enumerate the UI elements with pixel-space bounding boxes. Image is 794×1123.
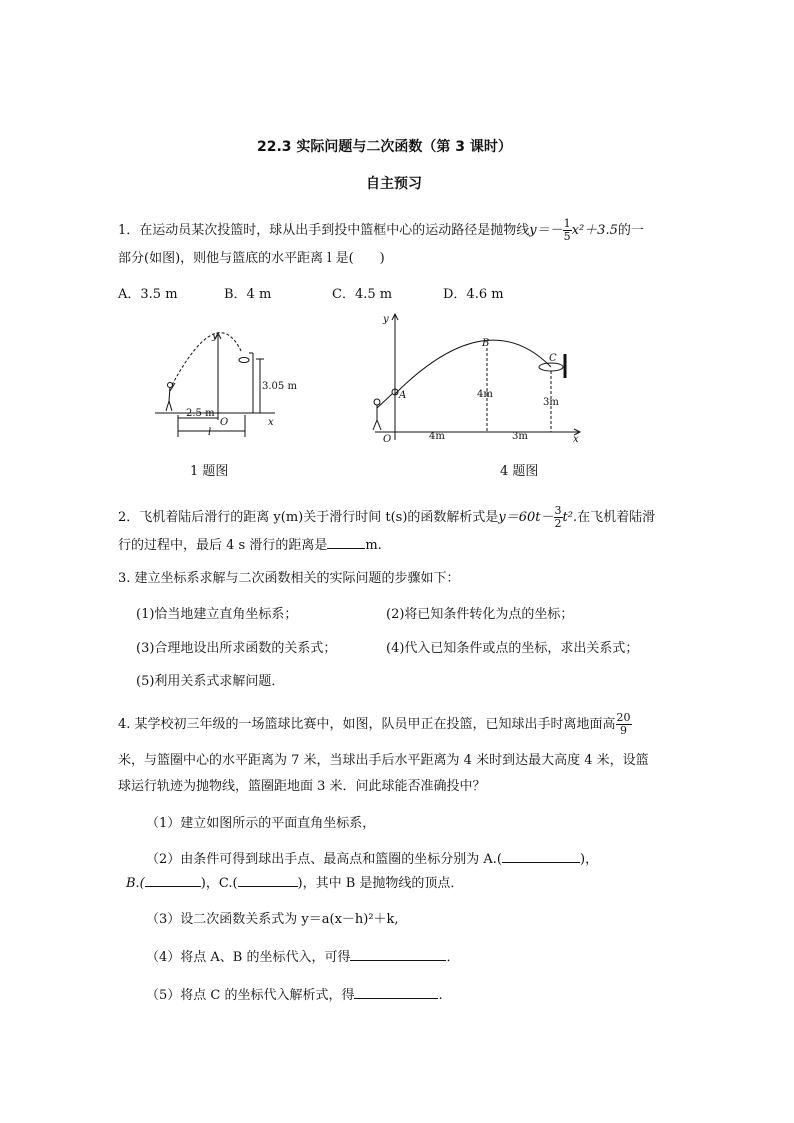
fig1-parabola (172, 333, 242, 385)
fig1-label-y: y (212, 331, 218, 342)
fig4-label-c: C (549, 353, 557, 364)
fig1-label-dist: 2.5 m (186, 408, 215, 419)
fig4-parabola (395, 340, 551, 394)
figure-4 (355, 308, 590, 448)
q4-line2: 米，与篮圈中心的水平距离为 7 米，当球出手后水平距离为 4 米时到达最大高度 4 米，设篮 (118, 753, 649, 768)
q4-line1-text: 4. 某学校初三年级的一场篮球比赛中，如图，队员甲正在投篮，已知球出手时离地面高 (118, 717, 616, 732)
fig1-label-height: 3.05 m (262, 381, 297, 392)
q3-step-2: (2)将已知条件转化为点的坐标； (386, 607, 574, 622)
q1-option-a: A．3.5 m (118, 287, 178, 302)
q2-frac-den: 2 (554, 517, 562, 530)
figure-1 (150, 325, 297, 440)
fig4-player-head (374, 399, 380, 405)
fig1-player-head (168, 383, 173, 388)
q1-option-b: B．4 m (224, 287, 272, 302)
point-c-label: )，C.( (200, 876, 238, 891)
point-a-blank[interactable] (502, 850, 580, 863)
q4-step-4-end: ． (446, 950, 460, 965)
page-title: 22.3 实际问题与二次函数（第 3 课时） (257, 139, 512, 155)
q3-step-4: (4)代入已知条件或点的坐标，求出关系式； (386, 641, 639, 656)
q1-eq-suffix: x²＋3.5 (571, 223, 618, 238)
q3-step-5: (5)利用关系式求解问题． (136, 674, 285, 689)
fig4-player-arm (377, 394, 392, 408)
q2-eq-prefix: y＝60t－ (498, 510, 554, 525)
fig1-label-o: O (220, 417, 229, 428)
q4-frac-num: 20 (616, 711, 631, 724)
point-b-blank[interactable] (145, 874, 201, 887)
q4-step-4-blank[interactable] (350, 948, 446, 961)
fig1-player-body (169, 387, 170, 401)
fig1-label-l: l (208, 427, 212, 438)
q1-fraction (563, 218, 572, 243)
section-title: 自主预习 (366, 176, 422, 192)
q2-eq-suffix: t². (562, 510, 578, 525)
q1-eq-prefix: y＝－ (529, 223, 563, 238)
q4-step-3: （3）设二次函数关系式为 y＝a(x－h)²＋k, (146, 912, 399, 927)
question-1 (118, 218, 644, 243)
q2-text-end: 在飞机着陆滑 (577, 510, 656, 525)
q4-step-2-text: （2）由条件可得到球出手点、最高点和篮圈的坐标分别为 A.( (146, 852, 502, 867)
q2-unit: m. (365, 538, 382, 553)
q4-step-2-cont (126, 872, 463, 891)
q4-line3: 球运行轨迹为抛物线，篮圈距地面 3 米．问此球能否准确投中？ (118, 779, 486, 794)
fig1-label-x: x (268, 417, 274, 428)
q1-frac-num: 1 (563, 217, 571, 230)
question-2 (118, 505, 655, 530)
q2-frac-num: 3 (554, 504, 562, 517)
fig4-label-o: O (383, 434, 392, 445)
fig1-player-leg-r (169, 401, 172, 411)
q2-line2 (118, 534, 382, 553)
point-b-label: B.( (126, 876, 145, 891)
point-c-blank[interactable] (238, 874, 298, 887)
q4-step-2 (146, 848, 598, 867)
q3-step-3: (3)合理地设出所求函数的关系式； (136, 641, 337, 656)
fig4-player-leg-r (377, 420, 381, 430)
q4-step-4-text: （4）将点 A、B 的坐标代入，可得 (146, 950, 351, 965)
q1-option-c: C．4.5 m (332, 287, 393, 302)
q4-step-1: （1）建立如图所示的平面直角坐标系， (146, 816, 376, 831)
q1-text: 1．在运动员某次投篮时，球从出手到投中篮框中心的运动路径是抛物线 (118, 223, 530, 238)
q4-line1 (118, 712, 632, 737)
fig4-label-4m-h: 4m (429, 431, 445, 442)
q4-step-2-sep: )， (580, 852, 599, 867)
q3-intro: 3. 建立坐标系求解与二次函数相关的实际问题的步骤如下： (118, 571, 460, 586)
q2-answer-blank[interactable] (327, 536, 365, 549)
figure-1-caption: 1 题图 (190, 464, 229, 479)
q4-fraction (616, 712, 632, 737)
q2-text: 2．飞机着陆后滑行的距离 y(m)关于滑行时间 t(s)的函数解析式是 (118, 510, 499, 525)
q4-step-5 (146, 984, 443, 1003)
q4-step-2-end: )，其中 B 是抛物线的顶点． (297, 876, 464, 891)
fig4-label-b: B (482, 338, 490, 349)
q3-step-1: (1)恰当地建立直角坐标系； (136, 607, 298, 622)
q2-line2-text: 行的过程中，最后 4 s 滑行的距离是 (118, 538, 328, 553)
q1-option-d: D．4.6 m (443, 287, 504, 302)
fig4-label-3m-v: 3m (543, 397, 559, 408)
fig1-hoop (239, 358, 249, 363)
q4-step-4 (146, 946, 460, 965)
q1-text-end: 的一 (617, 223, 644, 238)
q1-frac-den: 5 (563, 230, 571, 243)
figure-4-caption: 4 题图 (500, 464, 539, 479)
fig4-label-y: y (383, 314, 389, 325)
q4-step-5-text: （5）将点 C 的坐标代入解析式，得 (146, 988, 355, 1003)
q4-step-5-blank[interactable] (354, 986, 438, 999)
q2-fraction (554, 505, 563, 530)
fig4-label-3m-h: 3m (512, 431, 528, 442)
q4-frac-den: 9 (620, 724, 628, 737)
fig4-label-4m-v: 4m (477, 389, 493, 400)
fig4-label-x: x (573, 434, 579, 445)
fig1-player-leg-l (166, 401, 169, 411)
fig4-label-a: A (399, 390, 407, 401)
fig4-player-leg-l (373, 420, 377, 430)
q4-step-5-end: . (438, 988, 443, 1003)
q1-line2: 部分(如图)，则他与篮底的水平距离 l 是( ) (118, 251, 385, 266)
